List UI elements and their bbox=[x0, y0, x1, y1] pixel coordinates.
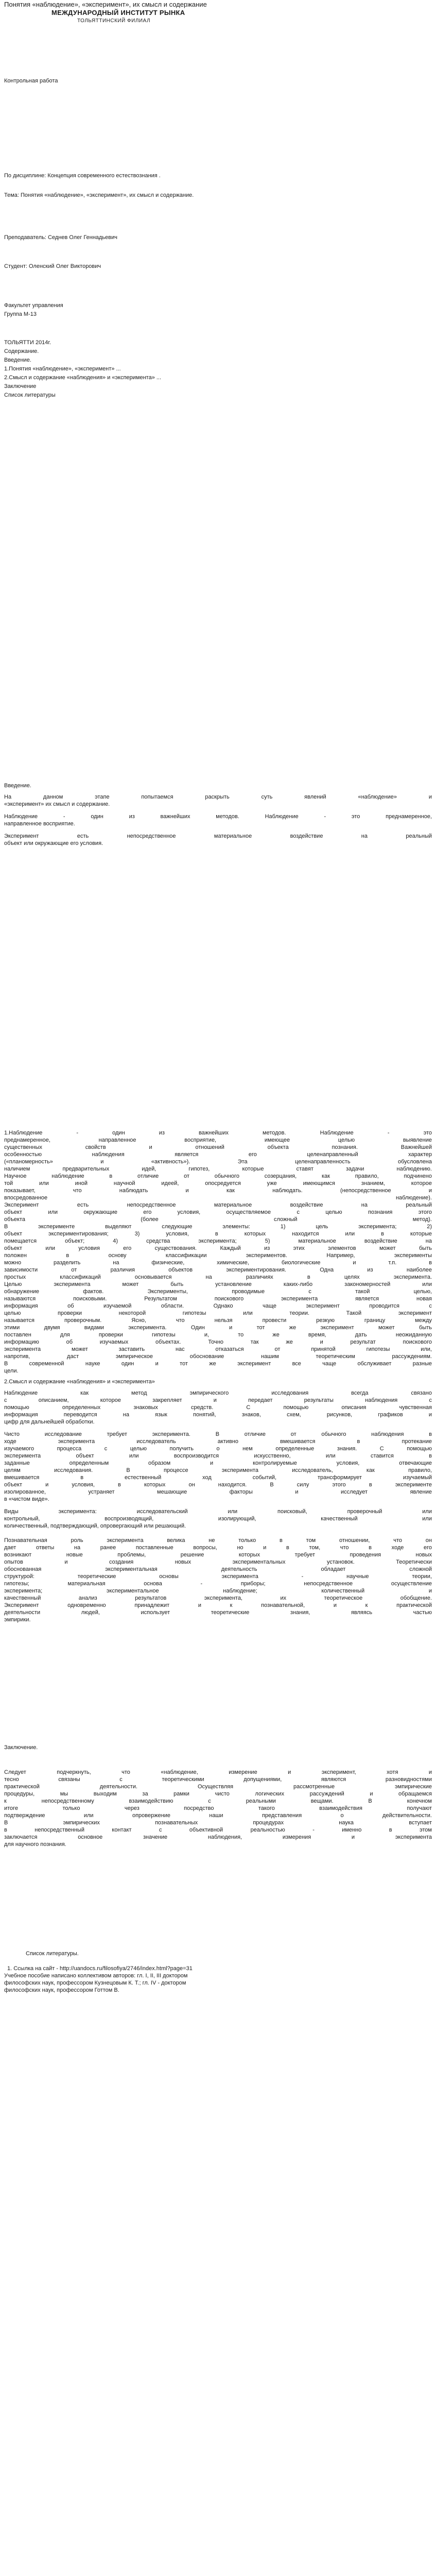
paragraph-line: к непосредственному взаимодействию с реальными вещами. В конечном bbox=[4, 1798, 432, 1804]
intro-line: направленное восприятие. bbox=[4, 821, 75, 827]
paragraph-line: в «чистом виде». bbox=[4, 1496, 49, 1502]
intro-line: «эксперимент» их смысл и содержание. bbox=[4, 801, 110, 807]
paragraph-line: зависимости от различия объектов экспериментирования. Одна из наиболее bbox=[4, 1267, 432, 1273]
paragraph-line: В современной науке один и тот же эксперимент все чаще обслуживает разные bbox=[4, 1361, 432, 1367]
paragraph-line: В эксперименте выделяют следующие элементы: 1) цель эксперимента; 2) bbox=[4, 1224, 432, 1230]
paragraph-line: особенностью наблюдения является его целенаправленный характер bbox=[4, 1151, 432, 1158]
paragraph-line: называются поисковыми. Результатом поискового эксперимента является новая bbox=[4, 1296, 432, 1302]
intro-line: Наблюдение - один из важнейших методов. Наблюдение - это преднамеренное, bbox=[4, 814, 432, 820]
paragraph-line: называется проверочным. Ясно, что нельзя провести резкую границу между bbox=[4, 1317, 432, 1324]
paragraph-line: качественный анализ результатов эксперимента, их теоретическое обобщение. bbox=[4, 1595, 432, 1601]
paragraph-line: подтверждение или опровержение наши представления о действительности. bbox=[4, 1812, 432, 1819]
paragraph-line: объект или окружающие его условия, осуществляемое с целью познания этого bbox=[4, 1209, 432, 1215]
branch-name: ТОЛЬЯТТИНСКИЙ ФИЛИАЛ bbox=[77, 18, 151, 24]
paragraph-line: напротив, даст эмпирическое обоснование нашим теоретическим рассуждениям. bbox=[4, 1353, 432, 1360]
paragraph-line: контрольный, воспроизводящий, изолирующий, качественный или bbox=[4, 1516, 432, 1522]
reference-line: философских наук, профессором Кузнецовым К. Т.; гл. IV - доктором bbox=[4, 1980, 186, 1986]
faculty: Факультет управления bbox=[4, 302, 63, 309]
paragraph-line: («планомерность» и «активность»). Эта целенаправленность обусловлена bbox=[4, 1159, 432, 1165]
paragraph-line: обоснованная экспериментальная деятельность обладает сложной bbox=[4, 1566, 432, 1572]
paragraph-line: преднамеренное, направленное восприятие, имеющее целью выявление bbox=[4, 1137, 432, 1143]
paragraph-line: эксперимента может заставить нас отказаться от принятой гипотезы или, bbox=[4, 1346, 432, 1352]
paragraph-line: помещается объект; 4) средства эксперимента; 5) материальное воздействие на bbox=[4, 1238, 432, 1244]
paragraph-line: Следует подчеркнуть, что «наблюдение, измерение и эксперимент, хотя и bbox=[4, 1769, 432, 1775]
paragraph-line: 1.Наблюдение - один из важнейших методов. Наблюдение - это bbox=[4, 1130, 432, 1136]
paragraph-line: эксперимента; экспериментальное наблюдение; количественный и bbox=[4, 1588, 432, 1594]
intro-line: Эксперимент есть непосредственное материальное воздействие на реальный bbox=[4, 833, 432, 839]
paragraph-line: процедуры, мы выходим за рамки чисто логических рассуждений и обращаемся bbox=[4, 1791, 432, 1797]
paragraph-line: объект и условия, в которых он находится. В силу этого в эксперименте bbox=[4, 1482, 432, 1488]
toc-item[interactable]: Список литературы bbox=[4, 392, 56, 398]
paragraph-line: целям исследования. В процессе эксперимента исследователь, как правило, bbox=[4, 1467, 432, 1473]
paragraph-line: опытов и создания новых экспериментальных установок. Теоретически bbox=[4, 1559, 432, 1565]
toc-heading: Содержание. bbox=[4, 348, 39, 354]
paragraph-line: эмпирики. bbox=[4, 1617, 31, 1623]
paragraph-line: итоге только через посредство такого взаимодействия получают bbox=[4, 1805, 432, 1811]
group: Группа М-13 bbox=[4, 311, 37, 317]
paragraph-line: впосредованное наблюдение). bbox=[4, 1195, 432, 1201]
paragraph-line: информацию об изучаемых объектах. Точно так же и результат поискового bbox=[4, 1339, 432, 1345]
institute-name: МЕЖДУНАРОДНЫЙ ИНСТИТУТ РЫНКА bbox=[51, 9, 185, 16]
paragraph-line: деятельности людей, использует теоретические знания, являясь частью bbox=[4, 1609, 432, 1616]
paragraph-line: изолированное, устраняет мешающие факторы и исследует явление bbox=[4, 1489, 432, 1495]
paragraph-line: в непосредственный контакт с объективной реальностью - именно в этом bbox=[4, 1827, 432, 1833]
paragraph-line: Наблюдение как метод эмпирического исследования всегда связано bbox=[4, 1390, 432, 1396]
paragraph-line: объект или условия его существования. Каждый из этих элементов может быть bbox=[4, 1245, 432, 1251]
reference-link[interactable] bbox=[7, 1965, 193, 1972]
discipline: По дисциплине: Концепция современного естествознания . bbox=[4, 173, 161, 179]
intro-heading: Введение. bbox=[4, 783, 31, 789]
teacher: Преподаватель: Седнев Олег Геннадьевич bbox=[4, 234, 117, 241]
reference-line: философских наук, профессором Готтом В. bbox=[4, 1987, 119, 1993]
references-heading: Список литературы. bbox=[26, 1951, 79, 1957]
paragraph-line: информация переводится на язык понятий, знаков, схем, рисунков, графиков и bbox=[4, 1412, 432, 1418]
section-2-heading: 2.Смысл и содержание «наблюдения» и «эксперимента» bbox=[4, 1379, 155, 1385]
paragraph-line: структурой: теоретические основы эксперимента - научные теории, bbox=[4, 1573, 432, 1580]
paragraph-line: ходе эксперимента исследователь активно вмешивается в протекание bbox=[4, 1438, 432, 1445]
paragraph-line: цифр для дальнейшей обработки. bbox=[4, 1419, 95, 1425]
paragraph-line: В эмпирических познавательных процедурах наука вступает bbox=[4, 1820, 432, 1826]
work-type: Контрольная работа bbox=[4, 78, 58, 84]
paragraph-line: Виды эксперимента: исследовательский или поисковый, проверочный или bbox=[4, 1509, 432, 1515]
city-year: ТОЛЬЯТТИ 2014г. bbox=[4, 340, 51, 346]
paragraph-line: объект экспериментирования; 3) условия, в которых находится или в которые bbox=[4, 1231, 432, 1237]
toc-item[interactable]: Введение. bbox=[4, 357, 31, 363]
paragraph-line: для научного познания. bbox=[4, 1841, 66, 1848]
paragraph-line: этими двумя видами эксперимента. Один и тот же эксперимент может быть bbox=[4, 1325, 432, 1331]
paragraph-line: той или иной научной идеей, опосредуется уже имеющимся знанием, которое bbox=[4, 1180, 432, 1187]
toc-item[interactable]: 1.Понятия «наблюдение», «эксперимент» ... bbox=[4, 366, 121, 372]
paragraph-line: можно разделить на физические, химические, биологические и т.п. в bbox=[4, 1260, 432, 1266]
paragraph-line: Научное наблюдение в отличие от обычного созерцания, как правило, подчинено bbox=[4, 1173, 432, 1179]
paragraph-line: возникают новые проблемы, решение которых требует проведения новых bbox=[4, 1552, 432, 1558]
paragraph-line: положен в основу классификации экспериментов. Например, эксперименты bbox=[4, 1252, 432, 1259]
reference-url[interactable]: 1. Ссылка на сайт - http://uandocs.ru/filosofiya/2746/index.html?page=31 bbox=[7, 1965, 193, 1972]
paragraph-line: Эксперимент одновременно принадлежит и к познавательной, и к практической bbox=[4, 1602, 432, 1608]
paragraph-line: цели. bbox=[4, 1368, 19, 1374]
paragraph-line: гипотезы; материальная основа - приборы; непосредственное осуществление bbox=[4, 1581, 432, 1587]
paragraph-line: Эксперимент есть непосредственное материальное воздействие на реальный bbox=[4, 1202, 432, 1208]
paragraph-line: Целью эксперимента может быть установление каких-либо закономерностей или bbox=[4, 1281, 432, 1287]
topic: Тема: Понятия «наблюдение», «эксперимент», их смысл и содержание. bbox=[4, 192, 194, 198]
paragraph-line: поставлен для проверки гипотезы и, то же время, дать неожиданную bbox=[4, 1332, 432, 1338]
paragraph-line: практической деятельности. Осуществляя рассмотренные эмпирические bbox=[4, 1784, 432, 1790]
student: Студент: Оленский Олег Викторович bbox=[4, 263, 101, 269]
reference-line: Учебное пособие написано коллективом авторов: гл. I, II, III доктором bbox=[4, 1973, 188, 1979]
paragraph-line: заключается основное значение наблюдения, измерения и эксперимента bbox=[4, 1834, 432, 1840]
paragraph-line: Познавательная роль эксперимента велика не только в том отношении, что он bbox=[4, 1537, 432, 1544]
intro-line: объект или окружающие его условия. bbox=[4, 840, 103, 846]
paragraph-line: тесно связаны с теоретическими допущениями, являются разновидностями bbox=[4, 1776, 432, 1783]
paragraph-line: вмешивается в естественный ход событий, трансформирует изучаемый bbox=[4, 1475, 432, 1481]
paragraph-line: существенных свойств и отношений объекта познания. Важнейшей bbox=[4, 1144, 432, 1150]
toc-item[interactable]: 2.Смысл и содержание «наблюдения» и «эксперимента» ... bbox=[4, 375, 162, 381]
paragraph-line: помощью определенных знаковых средств. С помощью описания чувственная bbox=[4, 1404, 432, 1411]
paragraph-line: информация об изучаемой области. Однако чаще эксперимент проводится с bbox=[4, 1303, 432, 1309]
paragraph-line: целью проверки некоторой гипотезы или теории. Такой эксперимент bbox=[4, 1310, 432, 1316]
paragraph-line: количественный, подтверждающий, опровергающий или решающий. bbox=[4, 1523, 186, 1529]
toc-item[interactable]: Заключение bbox=[4, 383, 37, 389]
paragraph-line: заданные определенным образом и контролируемые условия, отвечающие bbox=[4, 1460, 432, 1466]
intro-line: На данном этапе попытаемся раскрыть суть явлений «наблюдение» и bbox=[4, 794, 432, 800]
paragraph-line: показывает, что наблюдать и как наблюдать. (непосредственное и bbox=[4, 1188, 432, 1194]
paragraph-line: дает ответы на ранее поставленные вопросы, но и в том, что в ходе его bbox=[4, 1545, 432, 1551]
paragraph-line: Чисто исследование требует эксперимента. В отличие от обычного наблюдения в bbox=[4, 1431, 432, 1437]
conclusion-heading: Заключение. bbox=[4, 1744, 38, 1751]
paragraph-line: простых классификаций основывается на различиях в целях эксперимента. bbox=[4, 1274, 432, 1280]
paragraph-line: наличием предварительных идей, гипотез, которые ставят задачи наблюдению. bbox=[4, 1166, 432, 1172]
paragraph-line: эксперимента объект или воспроизводится искусственно, или ставится в bbox=[4, 1453, 432, 1459]
paragraph-line: с описанием, которое закрепляет и передает результаты наблюдения с bbox=[4, 1397, 432, 1403]
paragraph-line: объекта (более сложный метод). bbox=[4, 1216, 432, 1223]
paragraph-line: обнаружение фактов. Эксперименты, проводимые с такой целью, bbox=[4, 1289, 432, 1295]
paragraph-line: изучаемого процесса с целью получить о нем определенные знания. С помощью bbox=[4, 1446, 432, 1452]
document-title: Понятия «наблюдение», «эксперимент», их смысл и содержание bbox=[4, 1, 207, 8]
